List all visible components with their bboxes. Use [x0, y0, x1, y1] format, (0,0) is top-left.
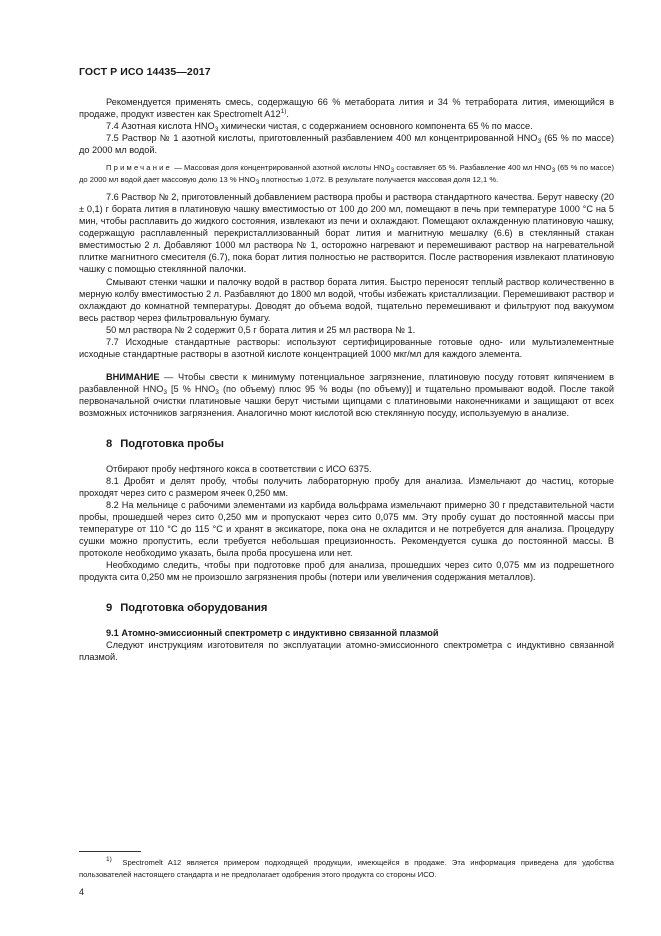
- document-header: ГОСТ Р ИСО 14435—2017: [79, 66, 211, 78]
- page-body: [79, 96, 614, 663]
- paragraph-9-1: Следуют инструкциям изготовителя по эксплуатации атомно-эмиссионного спектрометра с индуктивно связанной плазмой.: [79, 639, 614, 662]
- paragraph-rinse: Смывают стенки чашки и палочку водой в раствор бората лития. Быстро переносят теплый раствор количественно в мерную колбу вместимостью 2 л. Разбавляют до 1800 мл водой, чтобы избежать кристаллизации. Перемешивают раствор и охлаждают до комнатной температуры. Доводят до объема водой, тщательно перемешивают и фильтруют под вакуумом весь раствор через фильтровальную бумагу.: [79, 276, 614, 323]
- paragraph-recommendation: Рекомендуется применять смесь, содержащую 66 % метабората лития и 34 % тетрабората лития, имеющийся в продаже, продукт известен как Spectromelt A12$^{1)}$.: [79, 97, 614, 120]
- section-9-heading: 9 Подготовка оборудования: [106, 601, 268, 614]
- paragraph-8-2: 8.2 На мельнице с рабочими элементами из карбида вольфрама измельчают примерно 30 г представительной части пробы, прошедшей через сито 0,250 мм и пропускают через сито 0,075 мм. Эту пробу сушат до постоянной массы при температуре от 110 °С до 115 °С и хранят в эксикаторе, пока она не охладится и не потребуется для анализа. Процедуру сушки можно пропустить, если требуется небольшая прецизионность. Рекомендуется сушка до постоянной массы. В протоколе необходимо указать, была проба просушена или нет.: [79, 499, 614, 559]
- paragraph-8-1: 8.1 Дробят и делят пробу, чтобы получить лабораторную пробу для анализа. Измельчают до частиц, которые проходят через сито с размером ячеек 0,250 мм.: [79, 475, 614, 498]
- subsection-9-1-title: 9.1 Атомно-эмиссионный спектрометр с индуктивно связанной плазмой: [106, 627, 439, 638]
- warning-paragraph: ВНИМАНИЕ — Чтобы свести к минимуму потенциальное загрязнение, платиновую посуду готовят кипячением в разбавленной $HNO_3$ [5 % $HNO_3$ (по объему) плюс 95 % воды (по объему)] и тщательно промывают водой. После такой первоначальной очистки платиновые чашки берут чистыми щипцами с платиновыми наконечниками и защищают от всех возможных источников загрязнения. Аналогично моют кислотой всю стеклянную посуду, используемую в анализе.: [79, 372, 615, 419]
- page-number: 4: [79, 887, 85, 897]
- paragraph-7-5: 7.5 Раствор № 1 азотной кислоты, приготовленный разбавлением 400 мл концентрированной $HNO_3$ (65 % по массе) до 2000 мл водой.: [79, 133, 614, 156]
- paragraph-7-7: 7.7 Исходные стандартные растворы: используют сертифицированные готовые одно- или мультиэлементные исходные стандартные растворы в азотной кислоте концентрацией 1000 мкг/мл для каждого элемента.: [79, 337, 614, 360]
- footnote: [79, 857, 614, 880]
- paragraph-solution-2-content: 50 мл раствора № 2 содержит 0,5 г бората лития и 25 мл раствора № 1.: [106, 324, 416, 335]
- paragraph-7-6: 7.6 Раствор № 2, приготовленный добавлением раствора пробы и раствора стандартного качества. Берут навеску (20 ± 0,1) г бората лития в платиновую чашку вместимостью от 100 до 200 мл, помещают в печь при температуре 1000 °С на 5 мин, чтобы расплавить до жидкого состояния, извлекают из печи и охлаждают. Помещают охлажденную платиновую чашку, содержащую расплавленный перекристаллизованный борат лития и магнитную мешалку (6.6) в стеклянный стакан вместимостью 2 л. Добавляют 1000 мл раствора № 1, осторожно нагревают и перемешивают раствор на нагревательной плитке магнитного смесителя (6.7), пока борат лития полностью не растворится. После растворения извлекают платиновую чашку с помощью стеклянной палочки.: [79, 191, 614, 275]
- footnote-text: Spectromelt A12 является примером подходящей продукции, имеющейся в продаже. Эта информация приведена для удобства пользователей настоящего стандарта и не предполагает одобрения этого продукта со стороны ИСО.: [79, 858, 614, 879]
- footnote-divider: [79, 851, 141, 852]
- section-8-heading: 8 Подготовка пробы: [106, 437, 224, 450]
- paragraph-sampling: Отбирают пробу нефтяного кокса в соответствии с ИСО 6375.: [106, 463, 372, 474]
- paragraph-contamination: Необходимо следить, чтобы при подготовке проб для анализа, прошедших через сито 0,075 мм из подрешетного продукта сита 0,250 мм не произошло загрязнения пробы (потери или увеличения содержания металлов).: [79, 560, 614, 583]
- footnote-mark: 1): [106, 856, 112, 863]
- paragraph-7-4: 7.4 Азотная кислота $HNO_3$ химически чистая, с содержанием основного компонента 65 % по массе.: [106, 121, 533, 134]
- note-nitric-acid: Примечание — Массовая доля концентрированной азотной кислоты $HNO_3$ составляет 65 %. Разбавление 400 мл $HNO_3$ (65 % по массе) до 2000 мл водой дает массовую долю 13 % $HNO_3$ плотностью 1,072. В результате получается массовая доля 12,1 %.: [79, 163, 614, 186]
